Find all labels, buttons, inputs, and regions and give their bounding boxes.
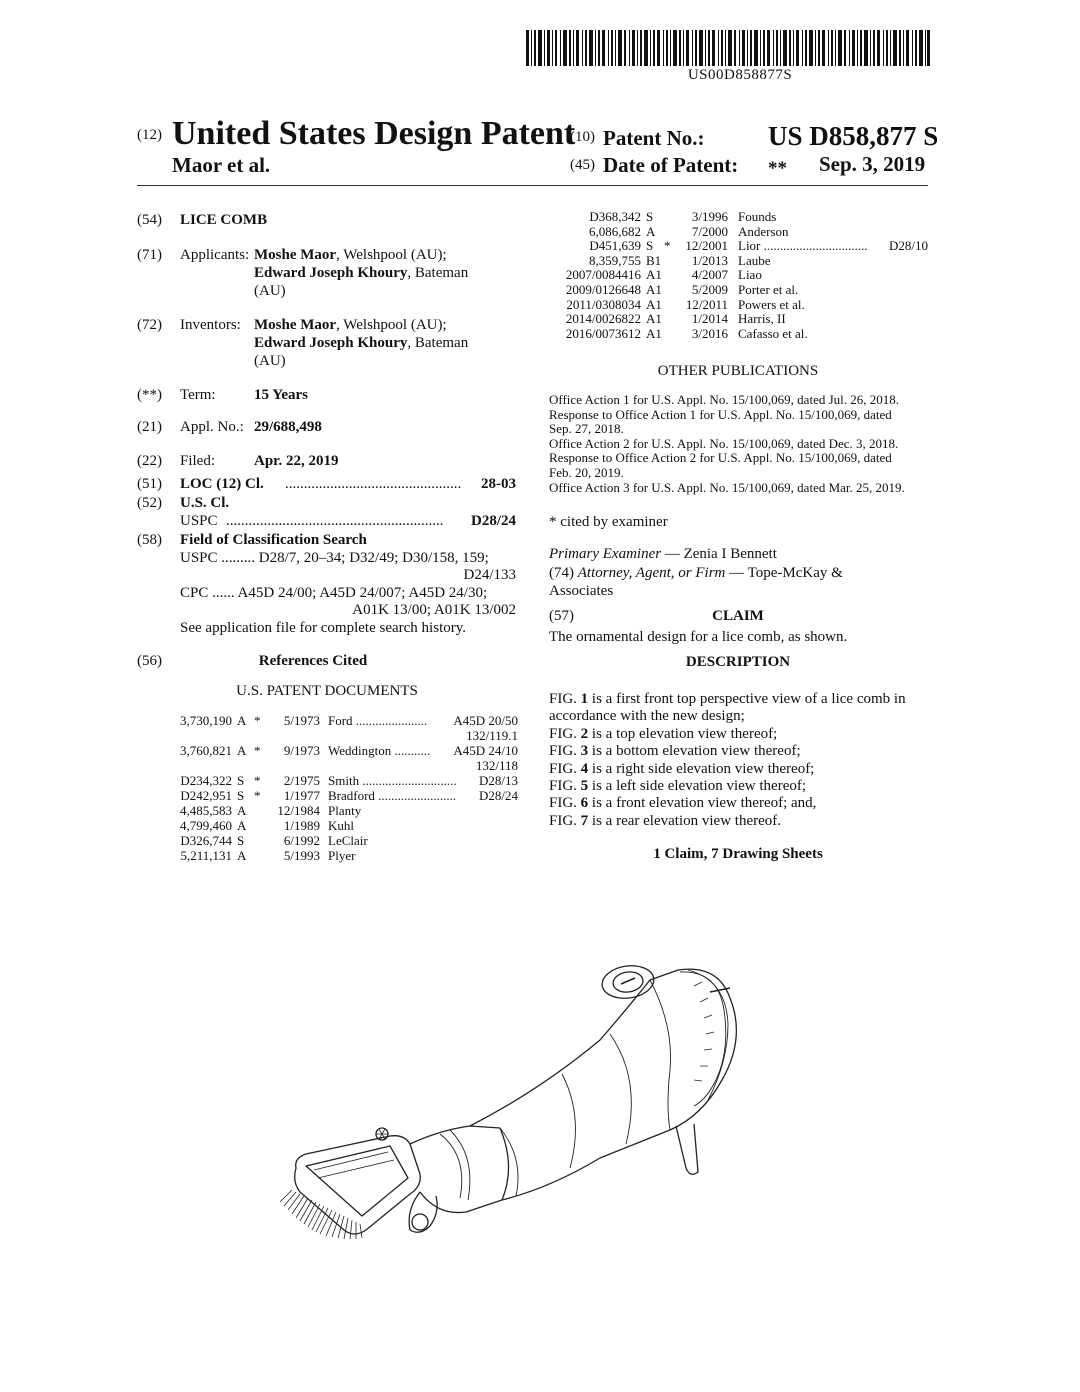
- reference-date: 12/2011: [685, 296, 728, 312]
- filed-label: Filed:: [180, 453, 216, 469]
- code-52: (52): [137, 495, 162, 511]
- references-heading: References Cited: [258, 653, 368, 669]
- reference-date: 1/1977: [283, 788, 320, 803]
- reference-class: D28/10: [889, 238, 928, 254]
- figure-description: [549, 742, 801, 760]
- reference-kind: A1: [646, 267, 662, 283]
- reference-name: Weddington ...........: [328, 743, 431, 758]
- loc-value: 28-03: [481, 476, 516, 492]
- figure-number: 1: [580, 691, 589, 707]
- loc-leader: ...............................................: [285, 476, 462, 492]
- code-74: (74): [549, 565, 574, 581]
- reference-date: 5/2009: [691, 282, 728, 297]
- figure-description: [549, 794, 816, 812]
- reference-name: Planty: [328, 803, 362, 818]
- figure-number: 2: [580, 725, 589, 742]
- reference-date: 4/2007: [691, 267, 728, 283]
- inventors-label: Inventors:: [180, 317, 241, 333]
- term-extension-marker: **: [768, 158, 787, 179]
- code-56: (56): [137, 653, 162, 669]
- reference-name: Kuhl: [328, 818, 354, 833]
- figure-prefix: FIG.: [549, 778, 581, 794]
- us-cl-label: U.S. Cl.: [180, 495, 230, 511]
- reference-date: 7/2000: [691, 223, 728, 239]
- patent-number: US D858,877 S: [768, 121, 939, 151]
- publication-line: Response to Office Action 2 for U.S. Appl. No. 15/100,069, dated: [549, 450, 892, 466]
- figure-text: is a front elevation view thereof; and,: [588, 795, 817, 812]
- field-search-uspc-cont: D24/133: [463, 567, 516, 583]
- reference-number: 2007/0084416: [565, 267, 641, 283]
- uspc-label: USPC: [180, 513, 218, 529]
- uspc-value: D28/24: [471, 513, 516, 529]
- reference-number: 4,799,460: [180, 818, 232, 833]
- publication-line: Office Action 1 for U.S. Appl. No. 15/100,069, dated Jul. 26, 2018.: [549, 392, 900, 407]
- reference-name: Harris, II: [738, 311, 786, 327]
- reference-date: 3/2016: [691, 325, 728, 341]
- reference-number: D242,951: [180, 788, 232, 803]
- figure-description: [549, 812, 781, 830]
- publication-line: Sep. 27, 2018.: [549, 421, 624, 437]
- reference-number: 5,211,131: [180, 848, 232, 863]
- reference-kind: B1: [646, 252, 662, 268]
- reference-class: D28/24: [479, 788, 518, 803]
- patent-number-label: Patent No.:: [603, 126, 705, 150]
- reference-kind: S: [237, 788, 245, 803]
- attorney-name: — Tope-McKay &: [725, 565, 843, 581]
- reference-kind: S: [237, 773, 245, 788]
- code-57: (57): [549, 608, 574, 624]
- reference-number: 3,760,821: [180, 743, 232, 758]
- figure-text: is a first front top perspective view of a lice comb in: [588, 691, 906, 707]
- cited-by-examiner: * cited by examiner: [549, 514, 668, 530]
- claims-sheets-summary: 1 Claim, 7 Drawing Sheets: [653, 846, 823, 862]
- inventor-2-location: , Bateman: [407, 335, 469, 351]
- reference-class: D28/13: [479, 773, 518, 788]
- reference-cited-marker: *: [254, 788, 261, 803]
- reference-class-cont: 132/119.1: [466, 728, 518, 743]
- us-patent-documents-heading: U.S. PATENT DOCUMENTS: [236, 683, 418, 699]
- reference-number: D234,322: [180, 773, 232, 788]
- reference-name: Lior ................................: [738, 238, 868, 254]
- reference-name: Porter et al.: [738, 282, 799, 297]
- reference-name: Smith .............................: [328, 773, 457, 788]
- barcode-number: US00D858877S: [687, 67, 793, 83]
- reference-date: 1/2013: [691, 252, 728, 268]
- inventor-1-location: , Welshpool (AU);: [336, 317, 447, 333]
- field-search-cpc-cont: A01K 13/00; A01K 13/002: [352, 602, 516, 618]
- figure-prefix: FIG.: [549, 725, 581, 742]
- reference-number: 2009/0126648: [565, 282, 641, 297]
- code-72: (72): [137, 317, 162, 333]
- barcode: [526, 30, 930, 66]
- reference-date: 1/2014: [691, 311, 728, 327]
- figure-text: is a right side elevation view thereof;: [588, 760, 815, 777]
- primary-examiner: [549, 545, 777, 563]
- code-54: (54): [137, 212, 162, 228]
- reference-number: D368,342: [589, 209, 641, 224]
- reference-kind: A: [237, 743, 247, 758]
- reference-date: 3/1996: [691, 209, 728, 224]
- field-search-note: See application file for complete search history.: [180, 620, 467, 636]
- code-21: (21): [137, 419, 162, 435]
- figure-text: accordance with the new design;: [549, 708, 745, 725]
- reference-name: Anderson: [738, 223, 789, 239]
- design-title: LICE COMB: [180, 212, 268, 228]
- reference-number: 3,730,190: [180, 713, 232, 728]
- reference-kind: A: [237, 848, 247, 863]
- code-45: (45): [570, 157, 595, 173]
- applicant-2-name: Edward Joseph Khoury: [254, 265, 408, 281]
- figure-description: [549, 760, 814, 778]
- figure-text: is a top elevation view thereof;: [588, 725, 778, 742]
- reference-cited-marker: *: [664, 238, 671, 254]
- reference-kind: A: [237, 818, 247, 833]
- reference-kind: A1: [646, 325, 662, 341]
- applicant-2: [254, 264, 468, 282]
- figure-prefix: FIG.: [549, 795, 581, 812]
- publication-line: Office Action 2 for U.S. Appl. No. 15/100,069, dated Dec. 3, 2018.: [549, 435, 899, 451]
- applicant-1-name: Moshe Maor: [254, 247, 337, 263]
- uspc-leader: ..........................................................: [226, 513, 444, 529]
- reference-name: Ford ......................: [328, 713, 428, 728]
- reference-name: Cafasso et al.: [738, 325, 808, 341]
- reference-kind: S: [646, 238, 654, 254]
- figure-prefix: FIG.: [549, 691, 581, 707]
- figure-number: 7: [580, 812, 589, 829]
- figure-number: 4: [580, 760, 589, 777]
- header-divider: [137, 185, 928, 186]
- attorney-name-cont: Associates: [549, 583, 614, 599]
- publication-line: Office Action 3 for U.S. Appl. No. 15/100,069, dated Mar. 25, 2019.: [549, 479, 905, 495]
- publication-line: Response to Office Action 1 for U.S. Appl. No. 15/100,069, dated: [549, 406, 892, 422]
- figure-prefix: FIG.: [549, 760, 581, 777]
- reference-name: LeClair: [328, 833, 368, 848]
- reference-date: 2/1975: [283, 773, 320, 788]
- reference-kind: A1: [646, 282, 662, 297]
- primary-examiner-label: Primary Examiner: [549, 546, 662, 562]
- term-label: Term:: [180, 387, 216, 403]
- reference-date: 5/1973: [283, 713, 320, 728]
- reference-class-cont: 132/118: [475, 758, 518, 773]
- code-58: (58): [137, 532, 162, 548]
- reference-name: Laube: [738, 252, 771, 268]
- reference-class: A45D 20/50: [453, 713, 518, 728]
- reference-kind: A1: [646, 311, 662, 327]
- lice-comb-drawing: [270, 930, 750, 1250]
- reference-kind: S: [237, 833, 245, 848]
- inventor-1-name: Moshe Maor: [254, 317, 337, 333]
- reference-name: Liao: [738, 267, 762, 283]
- reference-date: 12/1984: [277, 803, 320, 818]
- figure-description: [549, 725, 777, 743]
- reference-date: 6/1992: [283, 833, 320, 848]
- field-search-cpc: CPC ...... A45D 24/00; A45D 24/007; A45D 24/30;: [180, 585, 488, 601]
- reference-number: 6,086,682: [589, 223, 641, 239]
- reference-cited-marker: *: [254, 743, 261, 758]
- document-title: United States Design Patent: [172, 115, 576, 152]
- reference-kind: A: [237, 713, 247, 728]
- reference-name: Bradford ........................: [328, 788, 457, 803]
- reference-number: D451,639: [589, 238, 641, 254]
- inventor-2: [254, 334, 468, 352]
- inventor-2-name: Edward Joseph Khoury: [254, 335, 408, 351]
- figure-number: 6: [580, 795, 589, 812]
- reference-number: 2014/0026822: [565, 311, 641, 327]
- primary-examiner-name: — Zenia I Bennett: [661, 546, 777, 562]
- reference-number: 4,485,583: [180, 803, 232, 818]
- reference-class: A45D 24/10: [453, 743, 518, 758]
- reference-number: 8,359,755: [589, 252, 641, 268]
- figure-number: 3: [580, 743, 589, 760]
- reference-date: 9/1973: [283, 743, 320, 758]
- figure-text: is a bottom elevation view thereof;: [588, 743, 801, 760]
- applicant-1: [254, 246, 447, 264]
- code-term: (**): [137, 387, 162, 403]
- reference-cited-marker: *: [254, 773, 261, 788]
- reference-kind: A1: [646, 296, 662, 312]
- reference-name: Powers et al.: [738, 296, 805, 312]
- applicant-2-country: (AU): [254, 283, 286, 299]
- attorney-line: [549, 564, 843, 582]
- reference-name: Plyer: [328, 848, 356, 863]
- reference-number: 2016/0073612: [565, 325, 641, 341]
- reference-number: 2011/0308034: [566, 296, 641, 312]
- reference-date: 1/1989: [283, 818, 320, 833]
- description-heading: DESCRIPTION: [685, 654, 791, 670]
- figure-prefix: FIG.: [549, 743, 581, 760]
- figure-description: [549, 707, 745, 725]
- figure-description: [549, 777, 806, 795]
- appl-no-value: 29/688,498: [254, 419, 322, 435]
- field-search-label: Field of Classification Search: [180, 532, 367, 548]
- reference-cited-marker: *: [254, 713, 261, 728]
- date-of-patent: Sep. 3, 2019: [819, 152, 926, 176]
- code-71: (71): [137, 247, 162, 263]
- reference-kind: A: [646, 223, 656, 239]
- reference-number: D326,744: [180, 833, 232, 848]
- loc-label: LOC (12) Cl.: [180, 476, 264, 492]
- figure-text: is a left side elevation view thereof;: [588, 778, 807, 794]
- reference-kind: A: [237, 803, 247, 818]
- publication-line: Feb. 20, 2019.: [549, 465, 624, 480]
- attorney-label: Attorney, Agent, or Firm: [577, 565, 726, 581]
- figure-text: is a rear elevation view thereof.: [588, 812, 781, 829]
- figure-description: [549, 690, 906, 708]
- figure-number: 5: [580, 778, 589, 794]
- reference-name: Founds: [738, 209, 777, 224]
- inventor-2-country: (AU): [254, 353, 286, 369]
- reference-date: 5/1993: [283, 848, 320, 863]
- applicants-label: Applicants:: [180, 247, 250, 263]
- claim-heading: CLAIM: [712, 608, 764, 624]
- appl-no-label: Appl. No.:: [180, 419, 244, 435]
- code-22: (22): [137, 453, 162, 469]
- first-authors: Maor et al.: [172, 153, 271, 177]
- date-of-patent-label: Date of Patent:: [603, 153, 739, 177]
- field-search-uspc: USPC ......... D28/7, 20–34; D32/49; D30/158, 159;: [180, 550, 489, 566]
- applicant-2-location: , Bateman: [407, 265, 469, 281]
- figure-prefix: FIG.: [549, 812, 581, 829]
- claim-text: The ornamental design for a lice comb, as shown.: [549, 629, 848, 645]
- code-10: (10): [570, 129, 595, 145]
- filed-value: Apr. 22, 2019: [254, 453, 339, 469]
- code-12: (12): [137, 127, 162, 143]
- term-value: 15 Years: [254, 387, 309, 403]
- reference-kind: S: [646, 209, 654, 224]
- inventor-1: [254, 316, 447, 334]
- applicant-1-location: , Welshpool (AU);: [336, 247, 447, 263]
- other-publications-heading: OTHER PUBLICATIONS: [657, 363, 819, 379]
- reference-date: 12/2001: [685, 238, 728, 254]
- code-51: (51): [137, 476, 162, 492]
